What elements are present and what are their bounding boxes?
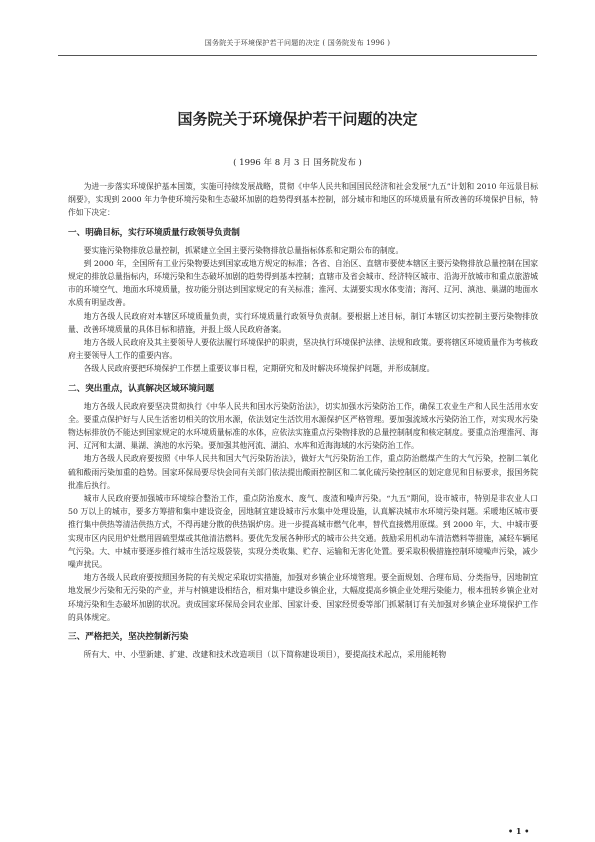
document-title: 国务院关于环境保护若干问题的决定 <box>177 110 418 128</box>
running-header: 国务院关于环境保护若干问题的决定 ( 国务院发布 1996 ) <box>204 39 391 47</box>
section-3-heading: 三、严格把关，坚决控制新污染 <box>68 632 189 643</box>
section-1-paragraph: 到 2000 年，全国所有工业污染物要达到国家或地方规定的标准；各省、自治区、直辖市要使本辖区主要污染物排放总量控制在国家规定的排放总量指标内，环境污染和生态破坏加剧的趋势得到基本控制；直辖市及省会城市、经济特区城市、沿海开放城市和重点旅游城市的环境空气、地面水环境质量，按功能分别达到国家规定的有关标准；淮河、太湖要实现水体变清；海河、辽河、滇池、巢湖的地面水水质有明显改善。 <box>68 258 538 308</box>
section-1-paragraph: 各级人民政府要把环境保护工作摆上重要议事日程，定期研究和及时解决环境保护问题，并形成制度。 <box>83 364 435 374</box>
section-2-heading: 二、突出重点，认真解决区域环境问题 <box>68 383 215 394</box>
section-1-paragraph: 要实施污染物排放总量控制，抓紧建立全国主要污染物排放总量指标体系和定期公布的制度。 <box>83 245 404 255</box>
header-rule <box>58 55 537 56</box>
section-1-paragraph: 地方各级人民政府对本辖区环境质量负责，实行环境质量行政领导负责制。要根据上述目标，制订本辖区切实控制主要污染物排放量、改善环境质量的具体目标和措施，并报上级人民政府备案。 <box>68 311 538 334</box>
section-1-heading: 一、明确目标，实行环境质量行政领导负责制 <box>68 227 240 238</box>
page-number: • 1 • <box>508 826 530 836</box>
section-2-paragraph: 地方各级人民政府要坚决贯彻执行《中华人民共和国水污染防治法》，切实加强水污染防治工作，确保工农业生产和人民生活用水安全。要重点保护好与人民生活密切相关的饮用水源，依法划定生活饮用水源保护区严格管理。要加强流域水污染防治工作，对实现水污染物达标排放仍不能达到国家规定的水环境质量标准的水体，应依法实施重点污染物排放的总量控制制度和核定制度。要重点治理淮河、海河、辽河和太湖、巢湖、滇池的水污染。要加强其他河流、湖泊、水库和近海海域的水污染防治工作。 <box>68 401 538 451</box>
section-1-paragraph: 地方各级人民政府及其主要领导人要依法履行环境保护的职责，坚决执行环境保护法律、法规和政策。要将辖区环境质量作为考核政府主要领导人工作的重要内容。 <box>68 338 538 361</box>
document-subtitle: ( 1996 年 8 月 3 日 国务院发布 ) <box>233 158 362 168</box>
section-2-paragraph: 地方各级人民政府要按照国务院的有关规定采取切实措施，加强对乡镇企业环境管理。要全面规划、合理布局、分类指导，因地制宜地发展少污染和无污染的产业，并与村镇建设相结合，相对集中建设乡镇企业，大幅度提高乡镇企业处理污染能力，根本扭转乡镇企业对环境污染和生态破坏加剧的状况。责成国家环保局会同农业部、国家计委、国家经贸委等部门抓紧制订有关加强对乡镇企业环境保护工作的具体规定。 <box>68 573 538 622</box>
intro-paragraph: 为进一步落实环境保护基本国策，实施可持续发展战略，贯彻《中华人民共和国国民经济和社会发展“九五”计划和 2010 年远景目标纲要》，实现到 2000 年力争使环境污染和生态破坏加剧的趋势得到基本控制，部分城市和地区的环境质量有所改善的环境保护目标，特作如下决定： <box>68 182 538 218</box>
section-2-paragraph: 地方各级人民政府要按照《中华人民共和国大气污染防治法》，做好大气污染防治工作，重点防治燃煤产生的大气污染，控制二氧化硫和酸雨污染加重的趋势。国家环保局要尽快会同有关部门依法提出酸雨控制区和二氧化硫污染控制区的划定意见和目标要求，报国务院批准后执行。 <box>68 454 538 490</box>
document-body <box>68 180 538 661</box>
section-2-paragraph: 城市人民政府要加强城市环境综合整治工作，重点防治废水、废气、废渣和噪声污染。“九五”期间，设市城市，特别是非农业人口 50 万以上的城市，要多方筹措和集中建设资金，因地制宜建设城市污水集中处理设施，认真解决城市水环境污染问题。采暖地区城市要推行集中供热等清洁供热方式，不得再建分散的供热锅炉房。进一步提高城市燃气化率，替代直接燃用原煤。到 2000 年，大、中城市要实现市区内民用炉灶燃用固硫型煤或其他清洁燃料。要优先发展各种形式的城市公共交通。鼓励采用机动车清洁燃料等措施，减轻车辆尾气污染。大、中城市要逐步推行城市生活垃圾袋装，实现分类收集、贮存、运输和无害化处置。要采取积极措施控制环境噪声污染，减少噪声扰民。 <box>68 494 538 570</box>
section-3-paragraph: 所有大、中、小型新建、扩建、改建和技术改造项目（以下简称建设项目），要提高技术起点，采用能耗物 <box>83 650 447 660</box>
